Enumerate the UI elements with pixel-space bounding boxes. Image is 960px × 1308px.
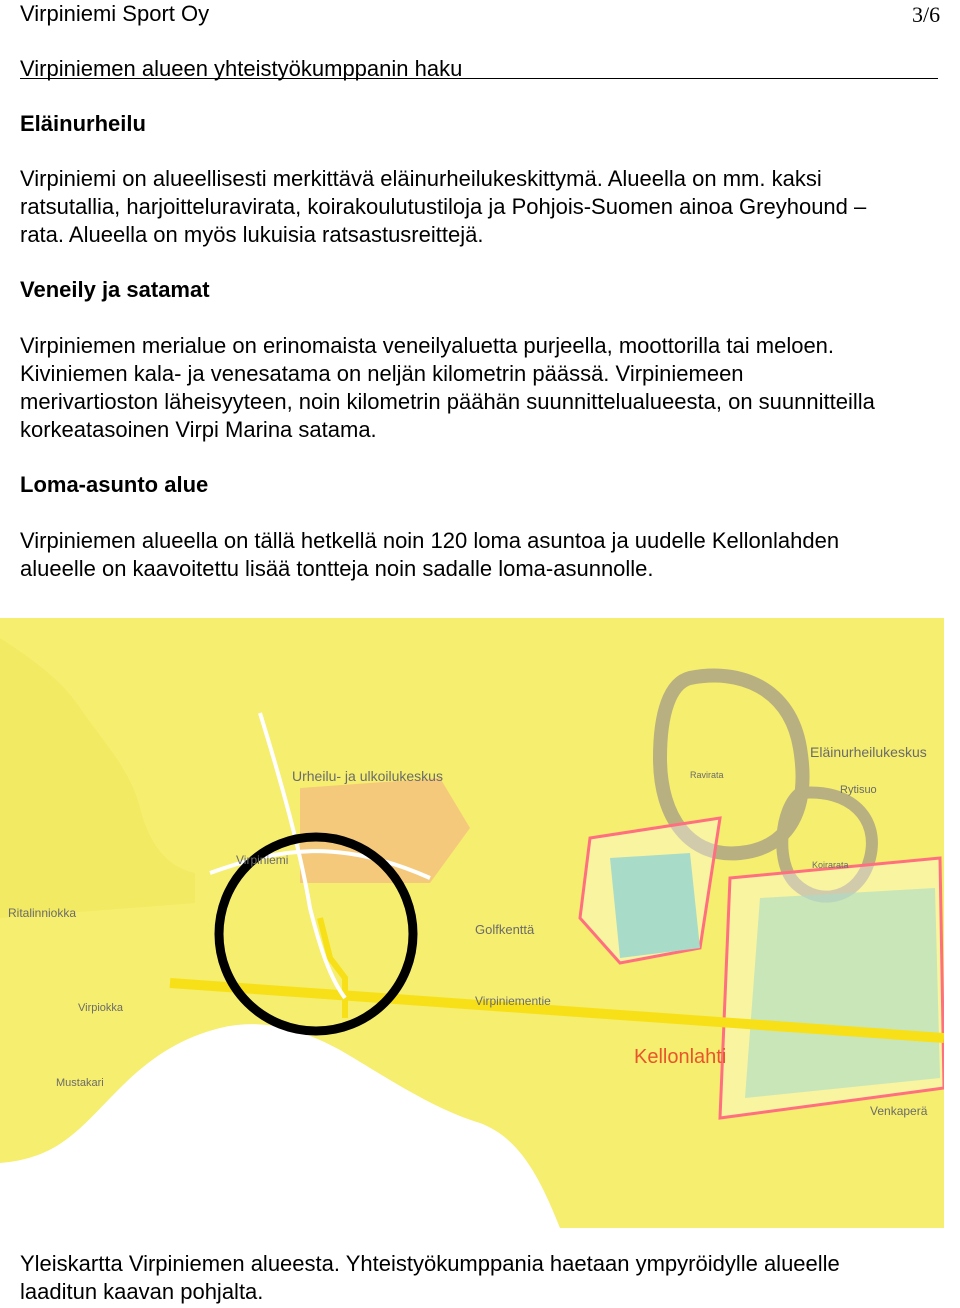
document-subtitle: Virpiniemen alueen yhteistyökumppanin haku bbox=[20, 56, 463, 81]
paragraph-line: merivartioston läheisyyteen, noin kilometrin päähän suunnittelualueesta, on suunnitteilla bbox=[20, 389, 875, 414]
paragraph-line: ratsutallia, harjoitteluravirata, koirakoulutustiloja ja Pohjois-Suomen ainoa Greyhound – bbox=[20, 194, 867, 219]
map-label-elainurheilukeskus: Eläinurheilukeskus bbox=[810, 744, 927, 760]
section-paragraph-veneily bbox=[20, 332, 875, 444]
map-label-kellonlahti: Kellonlahti bbox=[634, 1046, 727, 1068]
map-label-virpiniementie: Virpiniementie bbox=[475, 994, 551, 1008]
subtitle-underline bbox=[20, 78, 938, 79]
map-label-rytisuo: Rytisuo bbox=[840, 784, 877, 796]
section-paragraph-loma-asunto bbox=[20, 527, 839, 583]
map-label-venkapera: Venkaperä bbox=[870, 1104, 928, 1118]
company-name: Virpiniemi Sport Oy bbox=[20, 1, 210, 26]
paragraph-line: Virpiniemi on alueellisesti merkittävä eläinurheilukeskittymä. Alueella on mm. kaksi bbox=[20, 166, 822, 191]
map-label-koirarata: Koirarata bbox=[812, 860, 849, 870]
map-label-ritalinniokka: Ritalinniokka bbox=[8, 906, 77, 920]
paragraph-line: alueelle on kaavoitettu lisää tontteja noin sadalle loma-asunnolle. bbox=[20, 556, 654, 581]
map-label-virpiokka: Virpiokka bbox=[78, 1002, 124, 1014]
map-label-urheilu: Urheilu- ja ulkoilukeskus bbox=[292, 768, 443, 784]
paragraph-line: Kiviniemen kala- ja venesatama on neljän kilometrin päässä. Virpiniemeen bbox=[20, 361, 744, 386]
section-heading-veneily: Veneily ja satamat bbox=[20, 277, 210, 302]
caption-line: laaditun kaavan pohjalta. bbox=[20, 1279, 264, 1304]
paragraph-line: Virpiniemen alueella on tällä hetkellä noin 120 loma asuntoa ja uudelle Kellonlahden bbox=[20, 528, 840, 553]
section-heading-elainurheilu: Eläinurheilu bbox=[20, 111, 146, 136]
paragraph-line: korkeatasoinen Virpi Marina satama. bbox=[20, 417, 377, 442]
map-label-ravirata: Ravirata bbox=[690, 770, 724, 780]
map-caption bbox=[20, 1250, 840, 1306]
paragraph-line: rata. Alueella on myös lukuisia ratsastusreittejä. bbox=[20, 222, 484, 247]
map-label-virpiniemi: Virpiniemi bbox=[236, 853, 289, 867]
area-map-svg bbox=[0, 618, 944, 1228]
section-heading-loma-asunto: Loma-asunto alue bbox=[20, 472, 209, 497]
plan-plots-east bbox=[745, 888, 940, 1098]
section-paragraph-elainurheilu bbox=[20, 165, 866, 249]
map-label-golfkentta: Golfkenttä bbox=[475, 922, 535, 937]
plan-plots-north bbox=[610, 853, 700, 958]
page-number: 3/6 bbox=[912, 2, 941, 27]
paragraph-line: Virpiniemen merialue on erinomaista veneilyaluetta purjeella, moottorilla tai meloen. bbox=[20, 333, 835, 358]
caption-line: Yleiskartta Virpiniemen alueesta. Yhteistyökumppania haetaan ympyröidylle alueelle bbox=[20, 1251, 840, 1276]
area-map bbox=[0, 618, 944, 1228]
map-label-mustakari: Mustakari bbox=[56, 1077, 104, 1089]
